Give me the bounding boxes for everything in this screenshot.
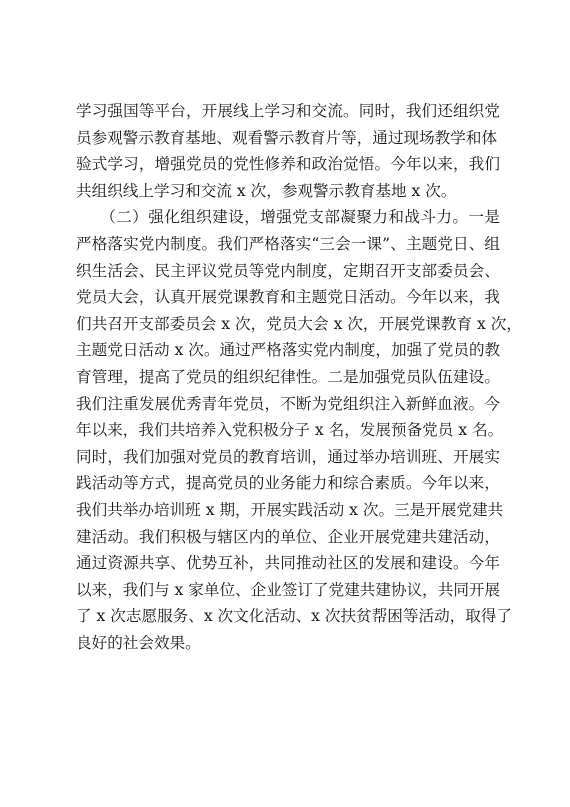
text-line: 我们共举办培训班 x 期，开展实践活动 x 次。三是开展党建共 — [76, 500, 504, 519]
text-line: 党员大会，认真开展党课教育和主题党日活动。今年以来，我 — [76, 288, 500, 307]
text-line: 严格落实党内制度。我们严格落实“三会一课”、主题党日、组 — [76, 234, 500, 253]
text-line: 学习强国等平台，开展线上学习和交流。同时，我们还组织党 — [76, 102, 500, 120]
text-line: 员参观警示教育基地、观看警示教育片等，通过现场教学和体 — [76, 128, 498, 147]
section-heading-line: （二）强化组织建设，增强党支部凝聚力和战斗力。一是 — [76, 208, 500, 227]
text-line: 以来，我们与 x 家单位、企业签订了党建共建协议，共同开展 — [76, 580, 501, 599]
text-line: 育管理，提高了党员的组织纪律性。二是加强党员队伍建设。 — [76, 367, 500, 386]
text-line: 验式学习，增强党员的党性修养和政治觉悟。今年以来，我们 — [76, 155, 500, 174]
text-line: 织生活会、民主评议党员等党内制度，定期召开支部委员会、 — [76, 261, 500, 280]
text-line: 建活动。我们积极与辖区内的单位、企业开展党建共建活动， — [76, 527, 500, 546]
text-line: 践活动等方式，提高党员的业务能力和综合素质。今年以来， — [76, 474, 500, 493]
text-line: 共组织线上学习和交流 x 次，参观警示教育基地 x 次。 — [76, 181, 457, 200]
text-line: 们共召开支部委员会 x 次，党员大会 x 次，开展党课教育 x 次， — [76, 314, 522, 333]
text-line: 了 x 次志愿服务、x 次文化活动、x 次扶贫帮困等活动，取得了 — [76, 607, 513, 626]
text-line: 通过资源共享、优势互补，共同推动社区的发展和建设。今年 — [76, 554, 500, 573]
text-line: 年以来，我们共培养入党积极分子 x 名，发展预备党员 x 名。 — [76, 421, 504, 440]
text-line: 我们注重发展优秀青年党员，不断为党组织注入新鲜血液。今 — [76, 394, 500, 413]
text-line: 良好的社会效果。 — [76, 633, 201, 652]
text-line: 主题党日活动 x 次。通过严格落实党内制度，加强了党员的教 — [76, 341, 501, 360]
body-text — [76, 98, 522, 656]
text-line: 同时，我们加强对党员的教育培训，通过举办培训班、开展实 — [76, 447, 500, 466]
